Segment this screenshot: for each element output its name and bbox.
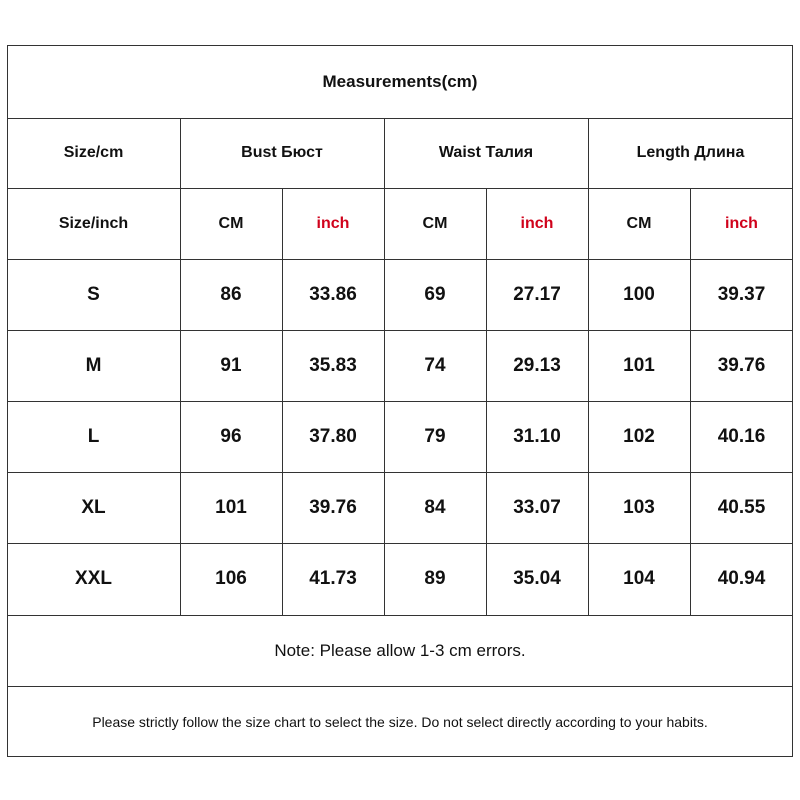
- table-cell: 40.55: [717, 496, 766, 518]
- unit-inch-label: inch: [316, 214, 350, 232]
- table-cell: 35.04: [513, 568, 561, 589]
- table-cell: 39.76: [309, 496, 357, 518]
- table-title: Measurements(cm): [322, 71, 478, 91]
- unit-cm-label: CM: [626, 214, 652, 232]
- header-length: Length Длина: [636, 144, 745, 161]
- table-cell: 91: [220, 354, 242, 376]
- table-cell: 69: [424, 283, 446, 305]
- table-cell: 96: [220, 425, 242, 447]
- unit-inch-label: inch: [725, 214, 758, 232]
- size-label: XL: [81, 496, 106, 518]
- table-cell: 33.07: [513, 496, 561, 518]
- header-waist: Waist Талия: [438, 144, 534, 161]
- table-cell: 37.80: [309, 425, 357, 447]
- table-cell: 101: [215, 496, 247, 518]
- table-cell: 84: [424, 496, 446, 518]
- table-cell: 39.76: [717, 354, 766, 376]
- table-cell: 89: [424, 568, 446, 589]
- table-cell: 103: [623, 496, 655, 518]
- note-text: Note: Please allow 1-3 cm errors.: [274, 640, 526, 660]
- table-cell: 41.73: [309, 568, 357, 589]
- table-cell: 33.86: [309, 283, 357, 305]
- table-cell: 31.10: [513, 425, 561, 447]
- table-cell: 104: [623, 568, 655, 589]
- header-bust: Bust Бюст: [241, 144, 323, 161]
- size-label: XXL: [75, 568, 112, 589]
- table-cell: 100: [623, 283, 655, 305]
- table-cell: 86: [220, 283, 242, 305]
- footer-text: Please strictly follow the size chart to select the size. Do not select directly according to your habits.: [92, 713, 708, 730]
- unit-inch-label: inch: [520, 214, 554, 232]
- table-cell: 106: [215, 568, 247, 589]
- table-cell: 79: [424, 425, 446, 447]
- table-cell: 40.16: [717, 425, 766, 447]
- table-cell: 74: [424, 354, 446, 376]
- unit-cm-label: CM: [422, 214, 448, 232]
- table-cell: 101: [623, 354, 655, 376]
- table-cell: 39.37: [717, 283, 766, 305]
- table-cell: 27.17: [513, 283, 561, 305]
- size-label: S: [87, 283, 100, 305]
- table-cell: 29.13: [513, 354, 561, 376]
- table-cell: 35.83: [309, 354, 357, 376]
- size-label: M: [85, 354, 102, 376]
- size-label: L: [87, 425, 100, 447]
- table-cell: 102: [623, 425, 655, 447]
- unit-cm-label: CM: [218, 214, 244, 232]
- table-cell: 40.94: [717, 568, 766, 589]
- header-size-cm: Size/cm: [63, 144, 124, 161]
- header-size-inch: Size/inch: [58, 214, 129, 232]
